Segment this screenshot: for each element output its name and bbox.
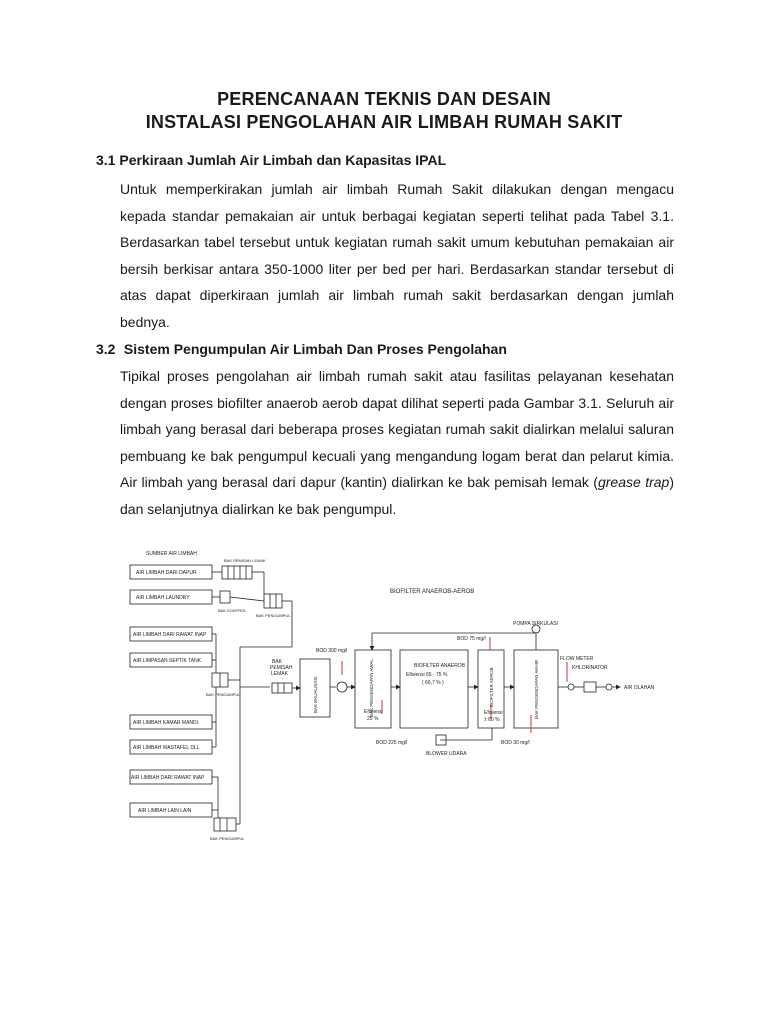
label-bod-225: BOD 225 mg/l <box>376 740 408 746</box>
label-bak-pemisah-lemak-top: BAK PEMISAH LEMAK <box>224 558 266 563</box>
khlorinator-box <box>584 682 596 692</box>
label-bak-pengumpul-3: BAK PENGUMPUL <box>210 836 245 841</box>
section-3-1-paragraph: Untuk memperkirakan jumlah air limbah Rumah Sakit dilakukan dengan mengacu kepada standar pemakaian air untuk berbagai kegiatan seperti telihat pada Tabel 3.1. Berdasarkan tabel tersebut untuk kegiatan rumah sakit umum kebutuhan pemakaian air bersih berkisar antara 350-1000 liter per bed per hari. Berdasarkan standar tersebut di atas dapat diperkiraan jumlah air limbah rumah sakit berdasarkan dengan jumlah bednya. <box>120 181 674 330</box>
label-bod-75: BOD 75 mg/l <box>457 636 486 642</box>
label-src-dapur: AIR LIMBAH DARI DAPUR <box>136 570 197 576</box>
label-biofilter-anaerob: BIOFILTER ANAEROB <box>414 663 466 669</box>
label-src-kamar-mandi: AIR LIMBAH KAMAR MANDI <box>133 720 199 726</box>
paragraph-text-1: Tipikal proses pengolahan air limbah rumah sakit atau fasilitas pelayanan kesehatan dengan proses biofilter anaerob aerob dapat dilihat seperti pada Gambar 3.1. Seluruh air limbah yang berasal dari beberapa proses kegiatan rumah sakit dialirkan melalui saluran pembuang ke bak pengumpul kecuali yang mengandung logam berat dan pelarut kimia. Air limbah yang berasal dari dapur (kantin) dialirkan ke bak pemisah lemak ( <box>120 368 674 490</box>
label-bak-pengendapan-akhir: BAK PENGENDAPAN AKHIR <box>534 659 539 719</box>
label-pompa-sirkulasi: POMPA SIRKULASI <box>513 621 558 627</box>
label-src-rawat-inap-2: AIR LIMBAH DARI RAWAT INAP <box>131 775 205 781</box>
label-bak-pemisah-3: LEMAK <box>271 671 288 677</box>
bak-kontrol <box>220 591 230 603</box>
label-efisiensi-awal-1: Efisiensi <box>364 709 383 715</box>
section-3-2-number: 3.2 <box>96 341 116 357</box>
section-3-2-title: Sistem Pengumpulan Air Limbah Dan Proses Pengolahan <box>123 341 507 357</box>
label-bak-pemisah-2: PEMISAH <box>270 665 293 671</box>
bak-pemisah-lemak-main <box>272 683 292 693</box>
section-3-1-heading: 3.1 Perkiraan Jumlah Air Limbah dan Kapasitas IPAL <box>96 152 447 168</box>
document-title-line-2: INSTALASI PENGOLAHAN AIR LIMBAH RUMAH SAKIT <box>145 112 623 132</box>
label-bak-pemisah-1: BAK <box>272 659 283 665</box>
label-sumber: SUMBER AIR LIMBAH <box>146 551 197 557</box>
label-efisiensi-aerob-2: ± 60 % <box>484 717 500 723</box>
label-efisiensi-awal-2: 25 % <box>367 716 379 722</box>
label-air-olahan: AIR OLAHAN <box>624 685 655 691</box>
label-efisiensi-anaerob: Efisiensi 65 - 75 % <box>406 672 448 678</box>
section-3-2-heading <box>96 341 507 357</box>
label-bak-pengumpul-2: BAK PENGUMPUL <box>206 692 241 697</box>
diagram-labels <box>131 551 655 841</box>
label-src-wastafel: AIR LIMBAH WASTAFEL DLL <box>133 745 200 751</box>
label-bak-kontrol: BAK KONTROL <box>218 608 247 613</box>
bak-pengumpul-1 <box>264 594 282 608</box>
label-bod-300: BOD 300 mg/l <box>316 648 348 654</box>
label-efisiensi-aerob-1: Efisiensi <box>484 710 503 716</box>
label-bak-ekualisasi: BAK EKUALISASI <box>313 676 318 713</box>
bak-pemisah-lemak-top <box>222 566 252 579</box>
label-bod-30: BOD 30 mg/l <box>501 740 530 746</box>
grease-trap-term: grease trap <box>597 474 670 490</box>
label-efisiensi-anaerob-2: ( 66,7 % ) <box>422 680 444 686</box>
pump-circle <box>337 682 347 692</box>
label-biofilter-aerob: BIOFILTER AEROB <box>489 667 494 707</box>
label-src-septik: AIR LIMPASAN SEPTIK TANK <box>133 658 202 664</box>
label-bak-pengumpul-1: BAK PENGUMPUL <box>256 613 291 618</box>
biofilter-anaerob-box <box>400 650 468 728</box>
label-bak-pengendapan-awal: BAK PENGENDAPAN AWAL <box>369 659 374 717</box>
label-flow-meter: FLOW METER <box>560 656 594 662</box>
paragraph-text-2: ) dan selanjutnya dialirkan ke bak pengumpul. <box>120 474 674 517</box>
label-blower-udara: BLOWER UDARA <box>426 751 467 757</box>
section-3-2-paragraph <box>120 363 674 522</box>
label-src-rawat-inap-1: AIR LIMBAH DARI RAWAT INAP <box>133 632 207 638</box>
label-src-lain-lain: AIR LIMBAH LAIN LAIN <box>138 808 192 814</box>
diagram-svg <box>120 537 655 855</box>
document-title-line-1: PERENCANAAN TEKNIS DAN DESAIN <box>217 89 551 109</box>
label-khlorinator: KHLORINATOR <box>572 665 608 671</box>
label-src-laundry: AIR LIMBAH LAUNDRY <box>136 595 190 601</box>
label-biofilter-title: BIOFILTER ANAEROB-AEROB <box>390 589 475 595</box>
bak-pengumpul-3 <box>214 818 236 831</box>
process-flow-diagram <box>120 537 655 855</box>
